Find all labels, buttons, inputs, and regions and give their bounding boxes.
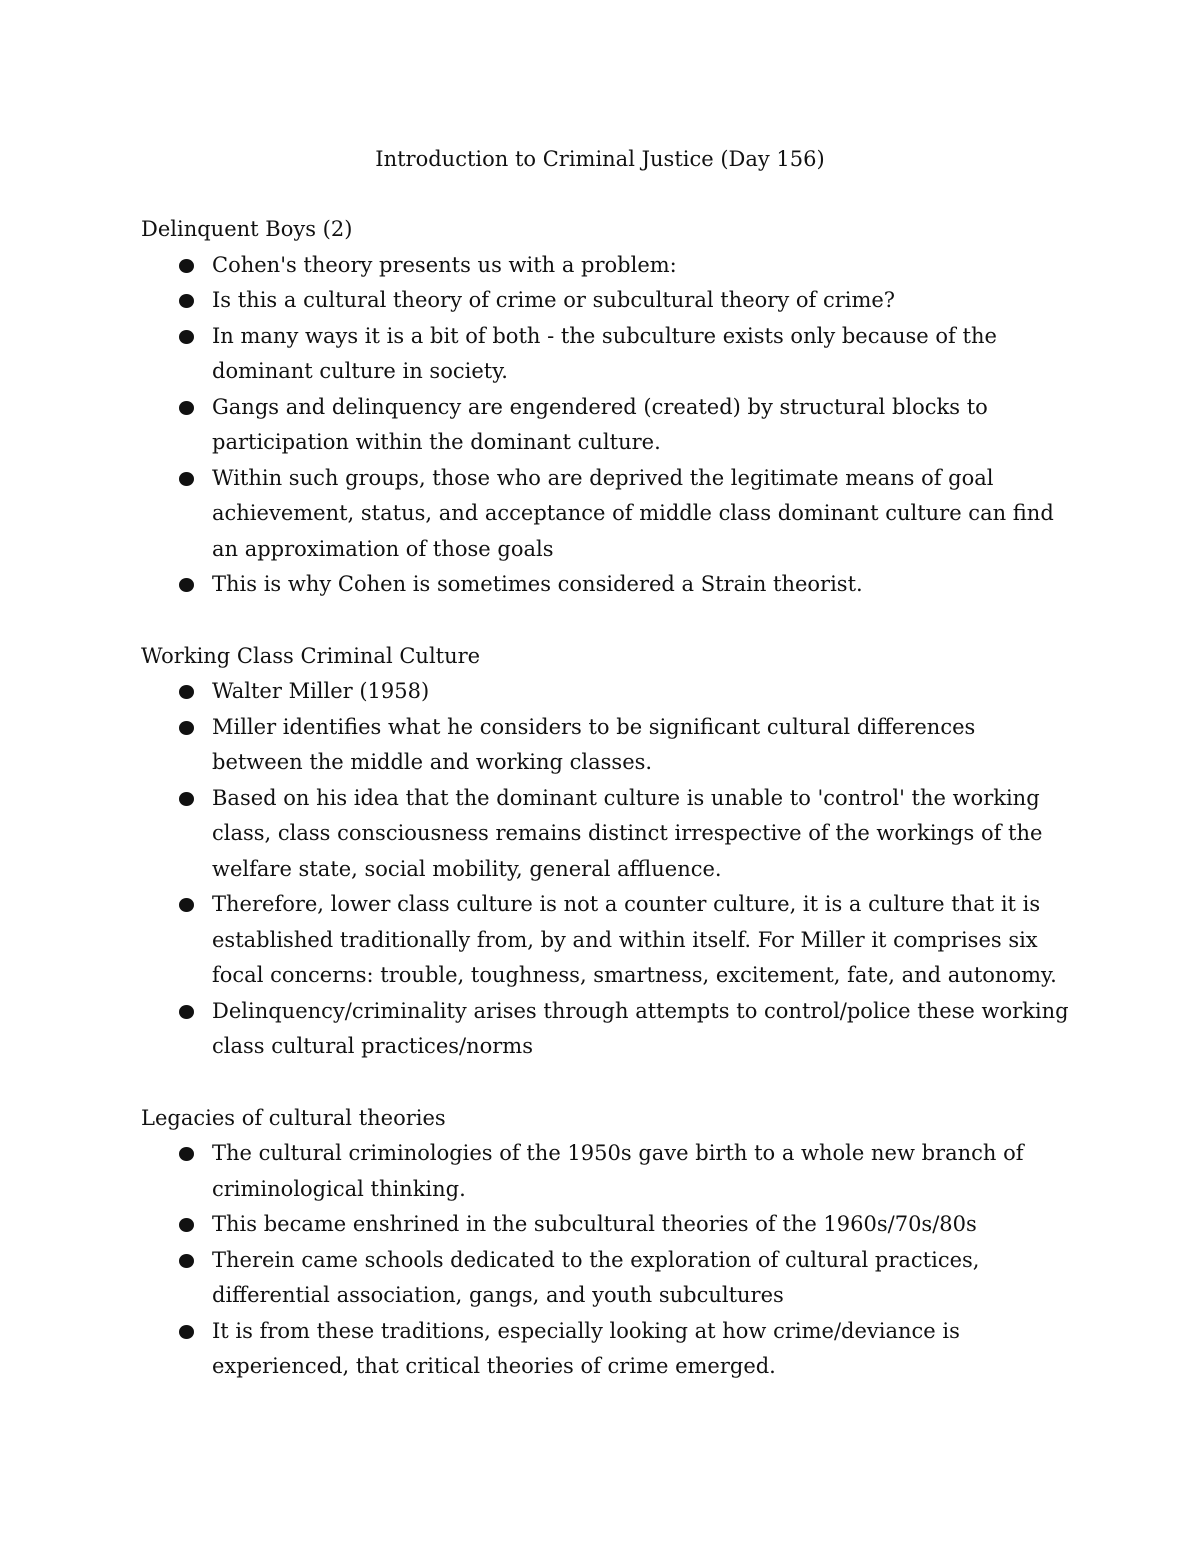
list-item-text: It is from these traditions, especially looking at how crime/deviance is experienced, that critical theories of crime emerged.: [212, 1318, 960, 1378]
list-item-text: Based on his idea that the dominant culture is unable to 'control' the working class, class consciousness remains distinct irrespective of the workings of the welfare state, social mobility, general affluence.: [212, 785, 1043, 881]
list-item-text: Therefore, lower class culture is not a counter culture, it is a culture that it is established traditionally from, by and within itself. For Miller it comprises six focal concerns: trouble, toughness, smartness, excitement, fate, and autonomy.: [212, 892, 1057, 987]
bullet-icon: [179, 685, 194, 699]
bullet-icon: [179, 1147, 194, 1161]
bullet-icon: [179, 1218, 194, 1232]
section-legacies-of-cultural-theories: [141, 1101, 1071, 1385]
list-item: [141, 1136, 1071, 1207]
list-item-text: Is this a cultural theory of crime or subcultural theory of crime?: [212, 288, 896, 312]
bullet-icon: [179, 1254, 194, 1268]
list-item: [141, 1243, 1071, 1314]
bullet-list: [141, 1136, 1071, 1385]
list-item-text: This became enshrined in the subcultural theories of the 1960s/70s/80s: [212, 1212, 977, 1236]
list-item-text: Within such groups, those who are deprived the legitimate means of goal achievement, status, and acceptance of middle class dominant culture can find an approximation of those goals: [212, 465, 1054, 561]
document-title: Introduction to Criminal Justice (Day 156): [375, 147, 825, 171]
list-item: [141, 567, 1071, 603]
bullet-icon: [179, 898, 194, 912]
list-item-text: Walter Miller (1958): [212, 679, 430, 703]
list-item: [141, 248, 1071, 284]
section-heading: Legacies of cultural theories: [141, 1105, 446, 1130]
bullet-icon: [179, 721, 194, 735]
list-item-text: Delinquency/criminality arises through attempts to control/police these working class cultural practices/norms: [212, 998, 1069, 1058]
bullet-icon: [179, 401, 194, 415]
bullet-icon: [179, 259, 194, 273]
list-item: [141, 674, 1071, 710]
bullet-icon: [179, 294, 194, 308]
list-item: [141, 781, 1071, 888]
bullet-icon: [179, 472, 194, 486]
list-item-text: Therein came schools dedicated to the exploration of cultural practices, differential association, gangs, and youth subcultures: [212, 1247, 980, 1307]
bullet-list: [141, 674, 1071, 1065]
list-item-text: This is why Cohen is sometimes considered a Strain theorist.: [212, 572, 863, 596]
document-body: [141, 212, 1071, 1421]
bullet-icon: [179, 1005, 194, 1019]
bullet-icon: [179, 330, 194, 344]
list-item-text: In many ways it is a bit of both - the subculture exists only because of the dominant culture in society.: [212, 323, 997, 383]
list-item: [141, 710, 1071, 781]
list-item: [141, 1314, 1071, 1385]
bullet-list: [141, 248, 1071, 603]
section-heading: Working Class Criminal Culture: [141, 643, 481, 668]
bullet-icon: [179, 578, 194, 592]
list-item: [141, 994, 1071, 1065]
list-item: [141, 283, 1071, 319]
list-item: [141, 887, 1071, 994]
list-item: [141, 1207, 1071, 1243]
section-working-class-criminal-culture: [141, 639, 1071, 1065]
list-item-text: Miller identifies what he considers to be significant cultural differences between the middle and working classes.: [212, 714, 976, 774]
list-item: [141, 319, 1071, 390]
list-item-text: The cultural criminologies of the 1950s gave birth to a whole new branch of criminological thinking.: [212, 1141, 1024, 1201]
list-item: [141, 390, 1071, 461]
list-item-text: Cohen's theory presents us with a problem:: [212, 252, 677, 277]
list-item-text: Gangs and delinquency are engendered (created) by structural blocks to participation within the dominant culture.: [212, 394, 988, 454]
section-delinquent-boys: [141, 212, 1071, 603]
bullet-icon: [179, 792, 194, 806]
section-heading: Delinquent Boys (2): [141, 217, 353, 241]
list-item: [141, 461, 1071, 568]
bullet-icon: [179, 1325, 194, 1339]
